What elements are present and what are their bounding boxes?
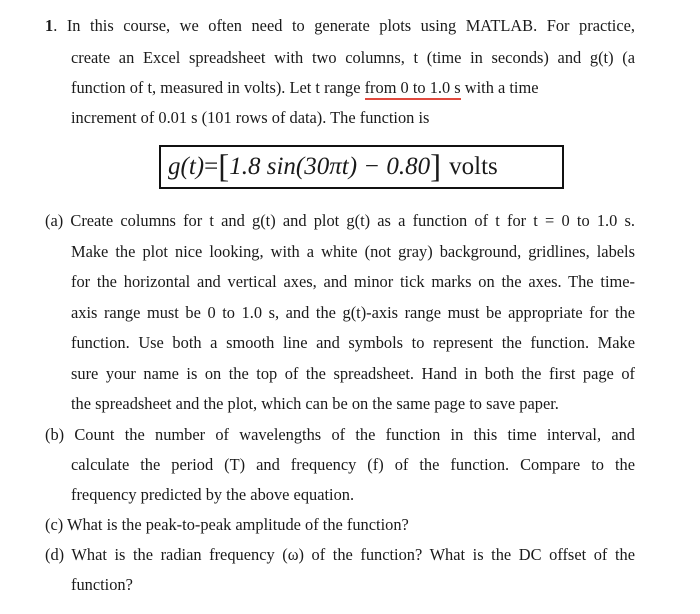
part-a-line-5: function. Use both a smooth line and symbols to represent the function. Make xyxy=(71,333,635,352)
part-d-line-2: function? xyxy=(71,575,133,594)
problem-intro-line-3-b: with a time xyxy=(460,78,539,97)
part-b-line-1: (b) Count the number of wavelengths of the function in this time interval, and xyxy=(45,425,635,444)
equation-units: volts xyxy=(449,153,498,180)
part-a-line-2: Make the plot nice looking, with a white (not gray) background, gridlines, labels xyxy=(71,242,635,261)
equation-equals: = xyxy=(204,153,219,180)
part-a-line-1: (a) Create columns for t and g(t) and plot g(t) as a function of t for t = 0 to 1.0 s. xyxy=(45,211,635,230)
time-range-underlined: from 0 to 1.0 s xyxy=(365,78,461,100)
part-a-line-7: the spreadsheet and the plot, which can be on the same page to save paper. xyxy=(71,394,559,413)
problem-intro-line-1 xyxy=(45,16,635,36)
problem-intro-line-3 xyxy=(71,78,635,98)
equation-lhs: g(t) xyxy=(168,153,205,180)
part-d-line-1: (d) What is the radian frequency (ω) of the function? What is the DC offset of the xyxy=(45,545,635,564)
problem-number: 1 xyxy=(45,16,54,35)
function-equation-box xyxy=(159,145,564,189)
part-b-line-2: calculate the period (T) and frequency (f) of the function. Compare to the xyxy=(71,455,635,474)
part-b-line-3: frequency predicted by the above equation. xyxy=(71,485,355,504)
equation-bracket-open: [ xyxy=(218,149,230,185)
part-c-line-1: (c) What is the peak-to-peak amplitude of the function? xyxy=(45,515,409,534)
problem-intro-line-3-a: function of t, measured in volts). Let t range xyxy=(71,78,365,97)
problem-intro-line-1-text: . In this course, we often need to generate plots using MATLAB. For practice, xyxy=(53,16,635,35)
part-a-line-6: sure your name is on the top of the spreadsheet. Hand in both the first page of xyxy=(71,364,635,383)
equation-body: 1.8 sin(30πt) − 0.80 xyxy=(229,153,431,180)
problem-intro-line-2: create an Excel spreadsheet with two columns, t (time in seconds) and g(t) (a xyxy=(71,48,635,67)
part-a-line-4: axis range must be 0 to 1.0 s, and the g(t)-axis range must be appropriate for the xyxy=(71,303,635,322)
part-a-line-3: for the horizontal and vertical axes, and minor tick marks on the axes. The time- xyxy=(71,272,635,291)
equation-bracket-close: ] xyxy=(430,149,442,185)
problem-intro-line-4: increment of 0.01 s (101 rows of data). The function is xyxy=(71,108,430,127)
